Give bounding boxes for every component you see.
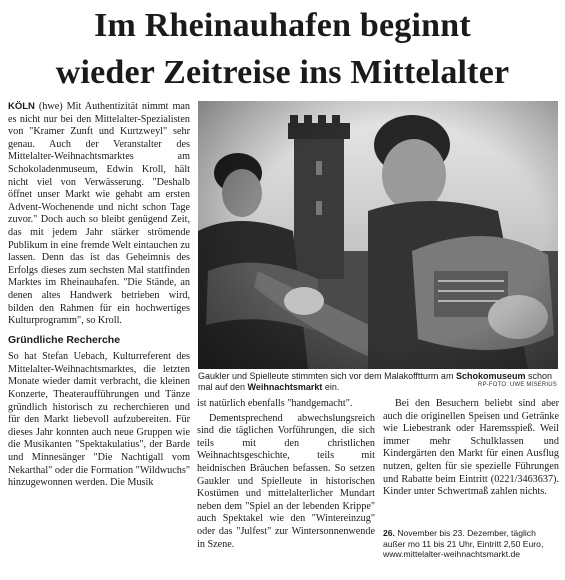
caption-bold-1: Schokomuseum <box>455 371 526 381</box>
photo-credit: RP-FOTO: UWE MISERIUS <box>477 382 557 388</box>
info-date: 26. <box>383 528 395 538</box>
article-photo <box>198 101 558 369</box>
dateline: KÖLN <box>8 101 35 112</box>
article-column-3 <box>383 398 559 501</box>
paragraph-4: Dementsprechend abwechslungsreich sind die täglichen Vorführungen, die sich teils mit den christlichen Weihnachtsgeschichte, teils mit heidnischen Bräuchen befassen. So setzen Gaukler und Spielleute in historischen Kostümen und mittelalterlicher Mundart neben dem "Spiel an der lebenden Krippe" auch Spektakel wie den "Wintereinzug" oder das "Julfest" zur Wintersonnenwende in Szene. <box>197 412 375 550</box>
caption-text-3: ein. <box>322 382 340 392</box>
headline-line-1: Im Rheinauhafen beginnt <box>94 7 471 44</box>
headline-line-2: wieder Zeitreise ins Mittelalter <box>55 54 510 91</box>
lead-paragraph <box>8 101 190 328</box>
info-text: November bis 23. Dezember, täglich außer mo 11 bis 21 Uhr, Eintritt 2,50 Euro, www.mittelalter-weihnachtsmarkt.de <box>383 528 544 559</box>
caption-text-1: Gaukler und Spielleute stimmten sich vor dem Malakofftturm am <box>198 371 456 381</box>
photo-illustration <box>198 101 558 369</box>
author-tag: (hwe) <box>38 101 63 112</box>
paragraph-1: Mit Authentizität nimmt man es nicht nur bei den Mittelalter-Spezialisten von "Kramer Zunft und Kurtzweyl" sehr genau. Auch der Veranstalter des Mittelalter-Weihnachtsmarktes am Schokoladenmuseum, Edwin Kroll, hält nicht viel von Verwässerung. "Deshalb öffnet unser Markt wie gehabt am ersten Advent-Wochenende und nicht schon Tage zuvor." Doch auch so bleibt genügend Zeit, das mit jedem Jahr stärker strömende Publikum in eine fremde Welt eintauchen zu lassen. Denn das ist das Geheimnis des Erfolgs dieses zum sechsten Mal stattfinden Marktes im Rheinauhafen. "Die Stände, an denen altes Handwerk betrieben wird, bilden den Rahmen für ein hochwertiges Kulturprogramm", so Kroll. <box>8 101 190 327</box>
info-box <box>383 528 559 560</box>
article-column-1 <box>8 101 190 571</box>
paragraph-2: So hat Stefan Uebach, Kulturreferent des Mittelalter-Weihnachtsmarktes, die letzten Monate wieder damit verbracht, die kleinen Konzerte, Theateraufführungen und Tänze gründlich historisch zu recherchieren und für den Markt liebevoll aufzubereiten. Für dieses Jahr konnten auch neue Gruppen wie die Musikanten "Spektakulatius", der Barde und Minnesänger "Die Nachtigall vom Nekarthal" oder die Formation "Wildwuchs" hinzugewonnen werden. Die Musik <box>8 351 190 489</box>
subheading: Gründliche Recherche <box>8 333 121 346</box>
paragraph-3: ist natürlich ebenfalls "handgemacht". <box>197 398 353 409</box>
caption-text-2: schon mal auf den <box>198 371 552 392</box>
paragraph-5: Bei den Besuchern beliebt sind aber auch die originellen Speisen und Getränke wie Liebestrank oder Haremsspieß. Weil immer mehr Schulklassen und Kindergärten den Markt für einen Ausflug nutzen, gelten für sie spezielle Führungen und Rabatte beim Eintritt (0221/3463637). Kinder unter Schwertmaß zahlen nichts. <box>383 398 559 498</box>
caption-bold-2: Weihnachtsmarkt <box>247 382 323 392</box>
article-column-2 <box>197 398 375 553</box>
